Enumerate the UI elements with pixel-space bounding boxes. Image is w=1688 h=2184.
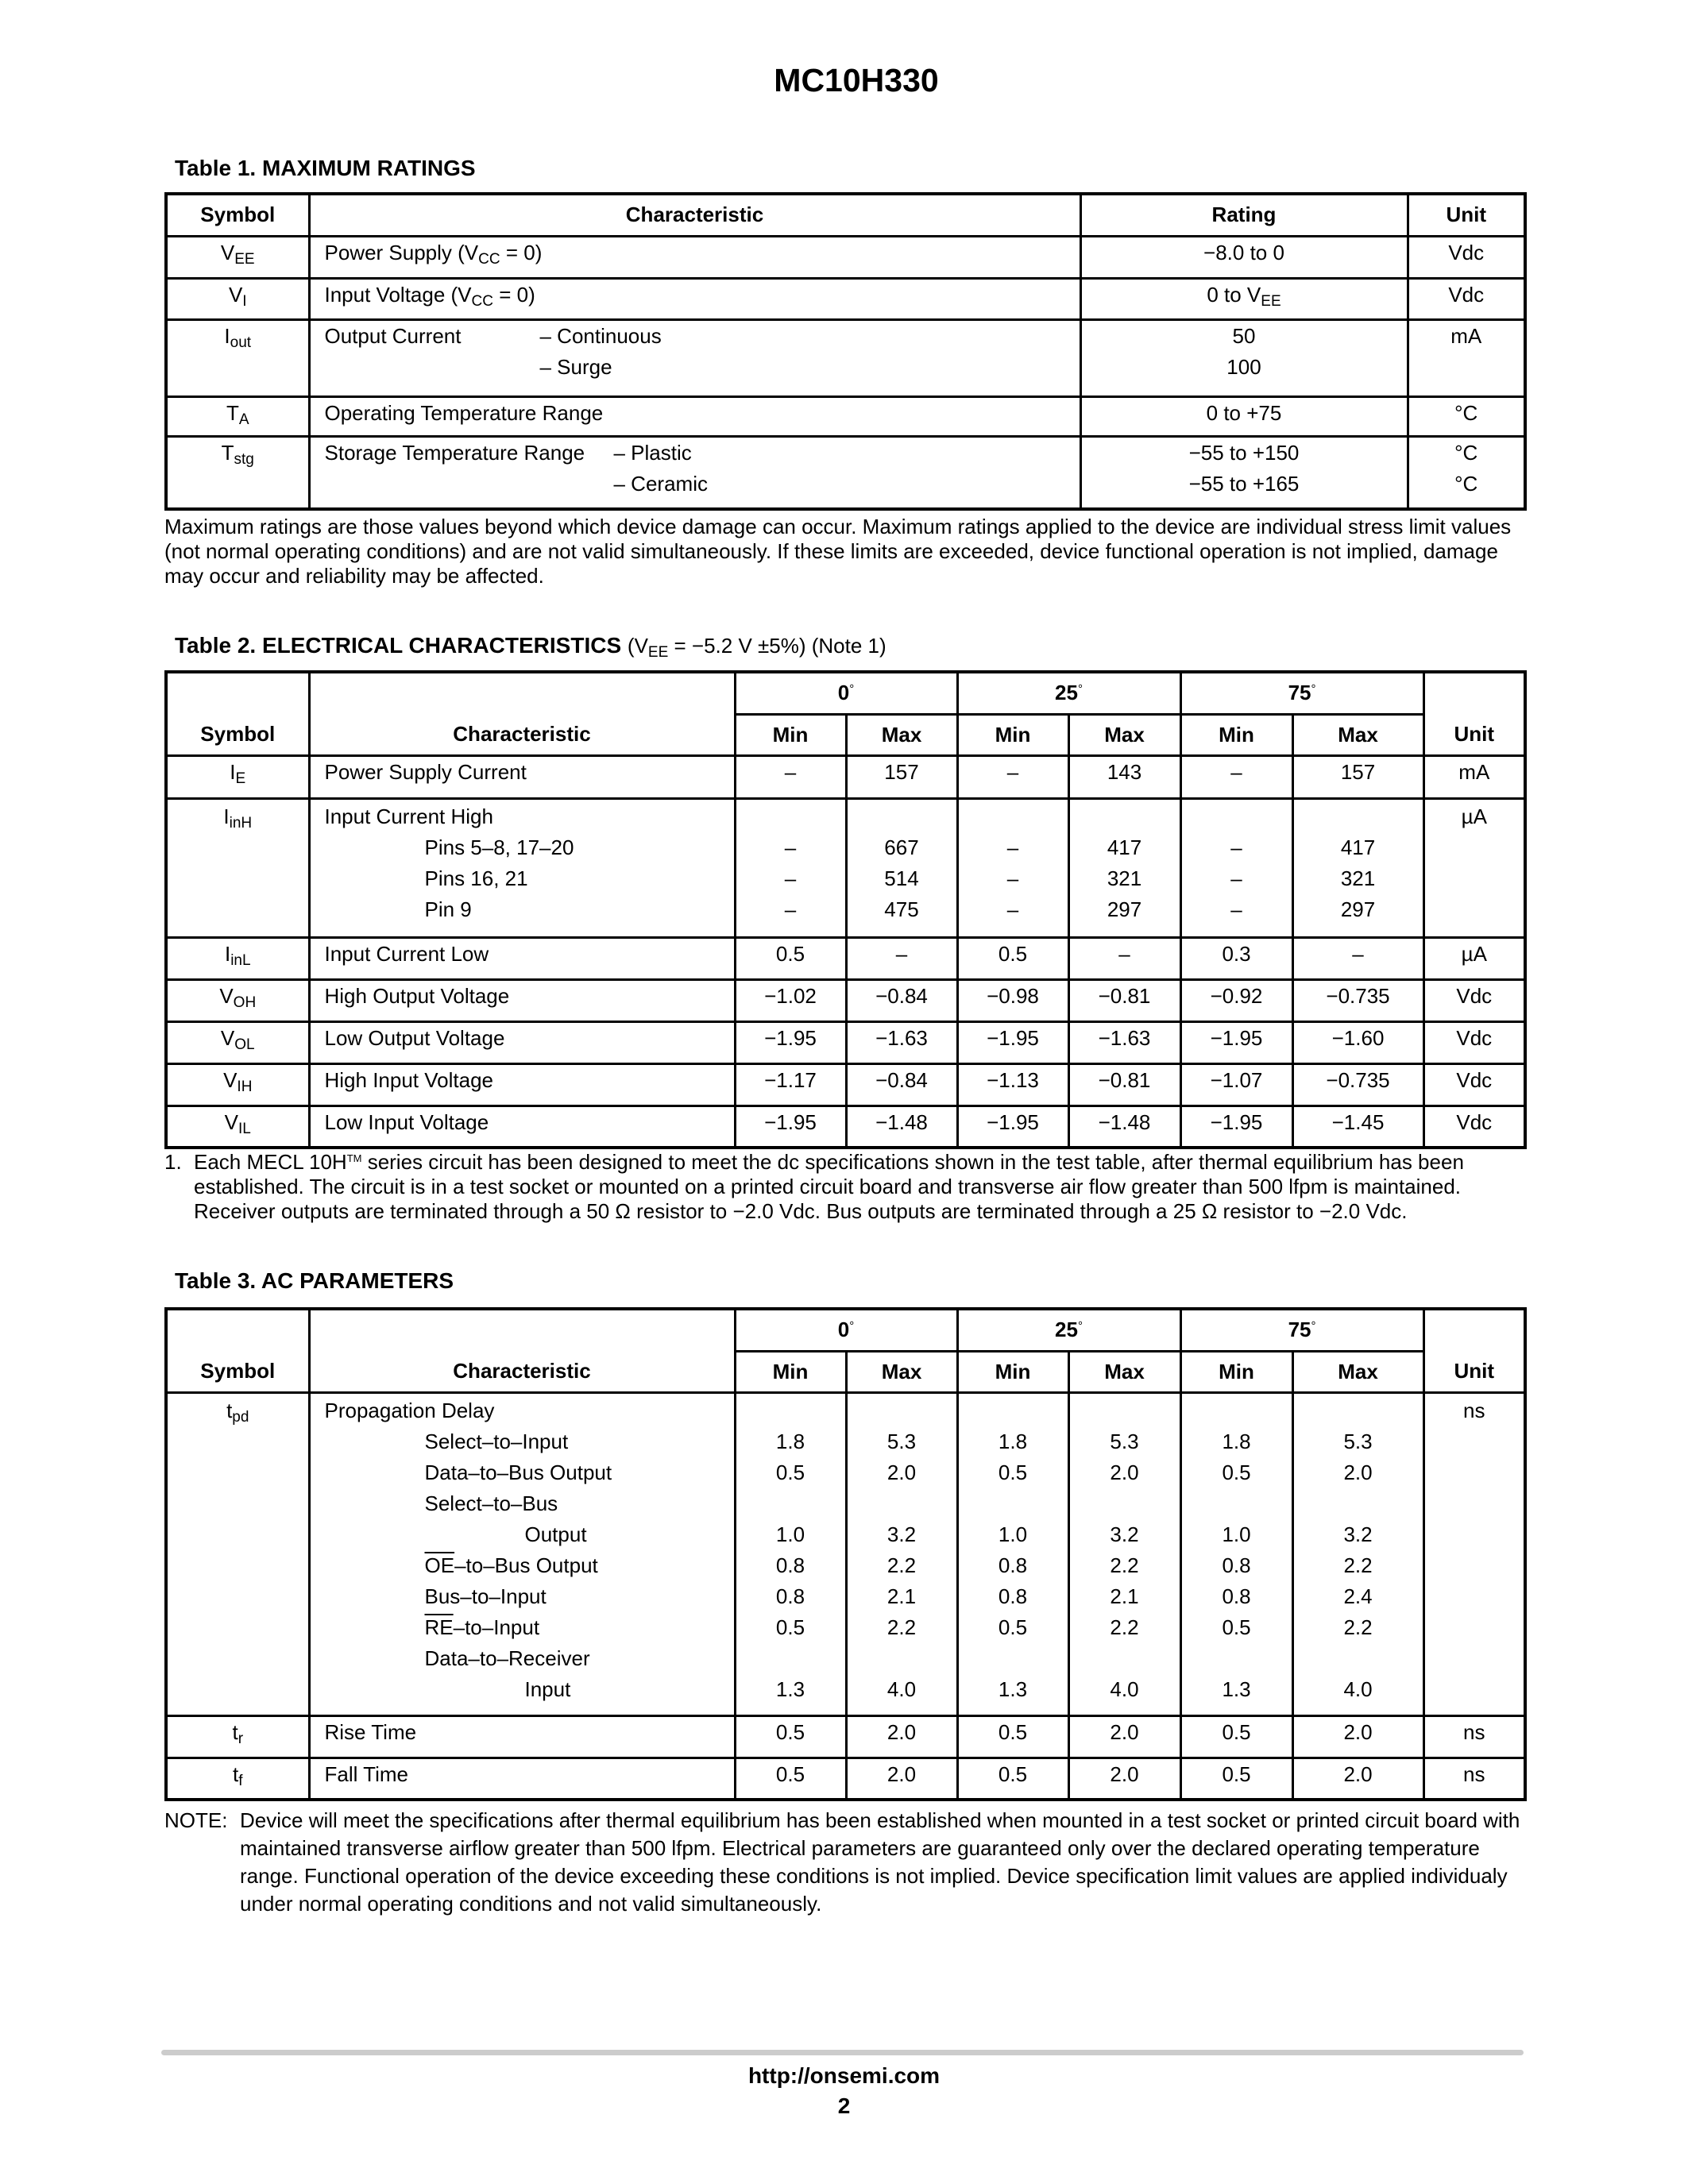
value: 0.5 (998, 1761, 1028, 1786)
col-min: Min (735, 714, 846, 755)
col-characteristic: Characteristic (309, 1309, 735, 1392)
characteristic-sub: – Ceramic (613, 471, 708, 496)
symbol-iinh: $I_{inH}$ (223, 804, 253, 832)
characteristic-sub: Select–to–Input (424, 1429, 569, 1453)
col-temp-0: 0° (735, 1309, 957, 1351)
value: −1.02 (764, 983, 817, 1008)
table3-header-temps (166, 1309, 1525, 1351)
value: 514 (884, 866, 919, 890)
value: −0.735 (1326, 983, 1390, 1008)
value: – (784, 835, 797, 859)
value: 2.0 (886, 1719, 917, 1744)
col-min: Min (1180, 714, 1292, 755)
characteristic-sub: $\overline{RE}-to$–Input (424, 1615, 540, 1639)
symbol-vol: $V_{OL}$ (220, 1025, 255, 1053)
characteristic: Power Supply $(V_{CC} = 0)$ (324, 240, 543, 268)
characteristic-sub: Select–to–Bus (424, 1491, 558, 1515)
characteristic: Operating Temperature Range (324, 400, 604, 425)
value: 0.5 (1222, 1761, 1251, 1786)
characteristic-sub: Pins 5–8, 17–20 (424, 835, 574, 859)
col-unit: Unit (1408, 194, 1525, 236)
value: 2.0 (1343, 1761, 1373, 1786)
value: – (1230, 759, 1242, 784)
table-row (166, 755, 1525, 798)
characteristic: High Output Voltage (324, 983, 510, 1008)
rating: −55 to +165 (1188, 471, 1300, 496)
characteristic: Input Voltage $(V_{CC} = 0)$ (324, 282, 535, 310)
table-row (166, 278, 1525, 319)
value: 475 (884, 897, 919, 921)
symbol-tstg: $T_{stg}$ (221, 440, 254, 468)
rating: −55 to +150 (1188, 440, 1300, 465)
value: 157 (1340, 759, 1376, 784)
page-number: 2 (837, 2093, 851, 2118)
table-row (166, 396, 1525, 436)
tpd-75-max: 5.3 2.0 3.2 2.2 2.4 2.2 4.0 (1292, 1392, 1423, 1715)
characteristic-sub: Pins 16, 21 (424, 866, 528, 890)
value: 157 (884, 759, 919, 784)
symbol-vee: $V_{EE}$ (220, 240, 255, 268)
value: – (1006, 835, 1019, 859)
col-symbol: Symbol (166, 194, 309, 236)
col-max: Max (1292, 714, 1423, 755)
symbol-vih: $V_{IH}$ (223, 1067, 253, 1095)
value: 667 (884, 835, 919, 859)
table-row (166, 979, 1525, 1021)
value: – (1006, 897, 1019, 921)
value: – (784, 759, 797, 784)
symbol-iinl: $I_{inL}$ (224, 941, 251, 969)
unit: Vdc (1456, 1067, 1493, 1092)
characteristic-sub: $\overline{OE}-to$–Bus Output (424, 1553, 598, 1577)
col-temp-75: 75° (1180, 1309, 1423, 1351)
page-title: MC10H330 (774, 62, 939, 98)
col-min: Min (1180, 1351, 1292, 1392)
characteristic: Low Output Voltage (324, 1025, 505, 1050)
col-max: Max (1068, 1351, 1180, 1392)
value: −0.81 (1098, 983, 1151, 1008)
value: 0.3 (1222, 941, 1251, 966)
col-characteristic: Characteristic (309, 672, 735, 755)
unit: µA (1461, 941, 1487, 966)
value: −1.95 (764, 1109, 817, 1134)
tpd-75-min: 1.8 0.5 1.0 0.8 0.8 0.5 1.3 (1180, 1392, 1292, 1715)
characteristic: Input Current High (324, 804, 493, 828)
table-row-tpd (166, 1392, 1525, 1715)
value: – (895, 941, 908, 966)
col-characteristic: Characteristic (309, 194, 1080, 236)
characteristic-sub: – Surge (539, 354, 612, 379)
value: −1.63 (875, 1025, 928, 1050)
characteristic: Fall Time (324, 1761, 408, 1786)
characteristic: Rise Time (324, 1719, 417, 1744)
value: 0.5 (998, 941, 1028, 966)
characteristic: Input Current Low (324, 941, 489, 966)
tpd-25-max: 5.3 2.0 3.2 2.2 2.1 2.2 4.0 (1068, 1392, 1180, 1715)
value: – (1230, 897, 1242, 921)
table3-ac-parameters (164, 1307, 1527, 1801)
col-symbol: Symbol (166, 672, 309, 755)
col-unit: Unit (1423, 672, 1525, 755)
col-max: Max (846, 1351, 957, 1392)
table3-note: NOTE: Device will meet the specifications after thermal equilibrium has been established when mounted in a test socket or printed circuit board with maintained transverse airflow greater than 500 lfpm. Electrical parameters are guaranteed only over the declared operating temperature range. Functional operation of the device exceeding these conditions is not implied. Device specification limit values are applied individualy under normal operating conditions and not valid simultaneously. (164, 1808, 1520, 1916)
footer-divider (161, 2050, 1524, 2055)
value: 0.5 (775, 1719, 805, 1744)
col-min: Min (957, 1351, 1068, 1392)
col-symbol: Symbol (166, 1309, 309, 1392)
unit: °C (1454, 440, 1478, 465)
value: −0.84 (875, 983, 928, 1008)
table-row (166, 937, 1525, 979)
symbol-ie: $I_E$ (230, 759, 246, 787)
col-rating: Rating (1080, 194, 1408, 236)
unit: mA (1458, 759, 1490, 784)
characteristic-sub: Input (524, 1677, 571, 1701)
value: – (1118, 941, 1130, 966)
col-min: Min (957, 714, 1068, 755)
value: 0.5 (775, 1761, 805, 1786)
characteristic-sub: Output (524, 1522, 587, 1546)
table-row (166, 1063, 1525, 1106)
value: −0.84 (875, 1067, 928, 1092)
symbol-tpd: $t_{pd}$ (226, 1398, 249, 1426)
characteristic-sub: Data–to–Bus Output (424, 1460, 612, 1484)
value: – (1230, 835, 1242, 859)
characteristic: Power Supply Current (324, 759, 527, 784)
col-temp-75: 75° (1180, 672, 1423, 714)
value: −1.95 (987, 1025, 1039, 1050)
rating: 100 (1226, 354, 1261, 379)
characteristic: Storage Temperature Range – Plastic (324, 440, 692, 465)
value: 417 (1340, 835, 1376, 859)
symbol-ta: $T_A$ (226, 400, 249, 428)
value: −1.17 (764, 1067, 817, 1092)
value: 0.5 (998, 1719, 1028, 1744)
col-max: Max (1068, 714, 1180, 755)
unit: Vdc (1448, 282, 1485, 307)
table1-header-row (166, 194, 1525, 236)
unit: Vdc (1456, 983, 1493, 1008)
value: – (1006, 866, 1019, 890)
value: −1.48 (1098, 1109, 1151, 1134)
value: 0.5 (1222, 1719, 1251, 1744)
value: −1.95 (987, 1109, 1039, 1134)
value: 297 (1107, 897, 1142, 921)
col-min: Min (735, 1351, 846, 1392)
value: −0.98 (987, 983, 1039, 1008)
symbol-tr: $t_r$ (232, 1719, 244, 1747)
value: 321 (1340, 866, 1376, 890)
value: – (784, 897, 797, 921)
value: −0.92 (1210, 983, 1263, 1008)
footer-url-link[interactable]: http://onsemi.com (747, 2063, 941, 2088)
table-row (166, 1021, 1525, 1063)
value: 0.5 (775, 941, 805, 966)
characteristic: Low Input Voltage (324, 1109, 489, 1134)
table1-footnote: Maximum ratings are those values beyond which device damage can occur. Maximum ratings applied to the device are individual stress limit values (not normal operating conditions) and are not valid simultaneously. If these limits are exceeded, device functional operation is not implied, damage may occur and reliability may be affected. (164, 515, 1512, 588)
value: −1.63 (1098, 1025, 1151, 1050)
unit: °C (1454, 400, 1478, 425)
value: 417 (1107, 835, 1142, 859)
table-row (166, 1106, 1525, 1148)
col-unit: Unit (1423, 1309, 1525, 1392)
tpd-0-min: 1.8 0.5 1.0 0.8 0.8 0.5 1.3 (735, 1392, 846, 1715)
characteristic: Propagation Delay (324, 1398, 495, 1422)
col-temp-25: 25° (957, 672, 1180, 714)
table2-electrical-characteristics (164, 670, 1527, 1149)
value: −1.45 (1331, 1109, 1385, 1134)
value: 2.0 (1343, 1719, 1373, 1744)
table-row (166, 436, 1525, 509)
table-row (166, 798, 1525, 937)
table3-title: Table 3. AC PARAMETERS (175, 1268, 454, 1293)
unit: µA (1461, 804, 1487, 828)
col-temp-25: 25° (957, 1309, 1180, 1351)
value: – (1006, 759, 1019, 784)
rating: 50 (1232, 323, 1256, 348)
col-temp-0: 0° (735, 672, 957, 714)
tpd-25-min: 1.8 0.5 1.0 0.8 0.8 0.5 1.3 (957, 1392, 1068, 1715)
tpd-characteristics (309, 1392, 735, 1715)
characteristic: Output Current – Continuous (324, 323, 662, 348)
unit: Vdc (1456, 1025, 1493, 1050)
table-row (166, 319, 1525, 396)
unit: Vdc (1456, 1109, 1493, 1134)
value: −1.13 (987, 1067, 1039, 1092)
characteristic-sub: Data–to–Receiver (424, 1646, 590, 1670)
value: −1.48 (875, 1109, 928, 1134)
symbol-iout: $I_{out}$ (224, 323, 252, 351)
unit: ns (1463, 1761, 1485, 1786)
table2-header-temps (166, 672, 1525, 714)
table2-title: Table 2. ELECTRICAL CHARACTERISTICS ($V_{EE} = -5.2$ V ±5%) (Note 1) (175, 633, 886, 661)
symbol-voh: $V_{OH}$ (219, 983, 257, 1011)
rating: 0 to +75 (1206, 400, 1282, 425)
table-row (166, 236, 1525, 278)
col-max: Max (846, 714, 957, 755)
unit: Vdc (1448, 240, 1485, 264)
unit: mA (1450, 323, 1482, 348)
symbol-vil: $V_{IL}$ (224, 1109, 251, 1137)
value: 2.0 (886, 1761, 917, 1786)
value: −0.81 (1098, 1067, 1151, 1092)
table1-maximum-ratings (164, 192, 1527, 511)
value: 2.0 (1110, 1761, 1139, 1786)
value: 2.0 (1110, 1719, 1139, 1744)
value: 321 (1107, 866, 1142, 890)
value: −0.735 (1326, 1067, 1390, 1092)
col-max: Max (1292, 1351, 1423, 1392)
characteristic-sub: Bus–to–Input (424, 1584, 547, 1608)
symbol-tf: $t_f$ (232, 1761, 243, 1789)
value: – (784, 866, 797, 890)
rating: −8.0 to 0 (1203, 240, 1284, 264)
rating: 0 to $V_{EE}$ (1207, 282, 1281, 310)
unit: ns (1463, 1719, 1485, 1744)
characteristic-sub: Pin 9 (424, 897, 472, 921)
characteristic: High Input Voltage (324, 1067, 493, 1092)
value: −1.95 (1210, 1109, 1263, 1134)
table1-title: Table 1. MAXIMUM RATINGS (175, 156, 476, 180)
table2-note-1: 1. Each MECL 10H™ series circuit has been designed to meet the dc specifications shown in the test table, after thermal equilibrium has been established. The circuit is in a test socket or mounted on a printed circuit board and transverse air flow greater than 500 lfpm is maintained. Receiver outputs are terminated through a 50 Ω resistor to −2.0 Vdc. Bus outputs are terminated through a 25 Ω resistor to −2.0 Vdc. (164, 1150, 1464, 1223)
table2-condition: ($V_{EE} = -5.2$ V ±5%) (Note 1) (627, 634, 886, 661)
table-row (166, 1715, 1525, 1758)
value: −1.07 (1210, 1067, 1263, 1092)
value: −1.60 (1331, 1025, 1385, 1050)
value: – (1352, 941, 1364, 966)
value: – (1230, 866, 1242, 890)
value: −1.95 (1210, 1025, 1263, 1050)
symbol-vi: $V_I$ (228, 282, 247, 310)
unit: ns (1463, 1398, 1485, 1422)
table-row (166, 1758, 1525, 1800)
value: 297 (1340, 897, 1376, 921)
value: 143 (1107, 759, 1142, 784)
unit: °C (1454, 471, 1478, 496)
value: −1.95 (764, 1025, 817, 1050)
tpd-0-max: 5.3 2.0 3.2 2.2 2.1 2.2 4.0 (846, 1392, 957, 1715)
